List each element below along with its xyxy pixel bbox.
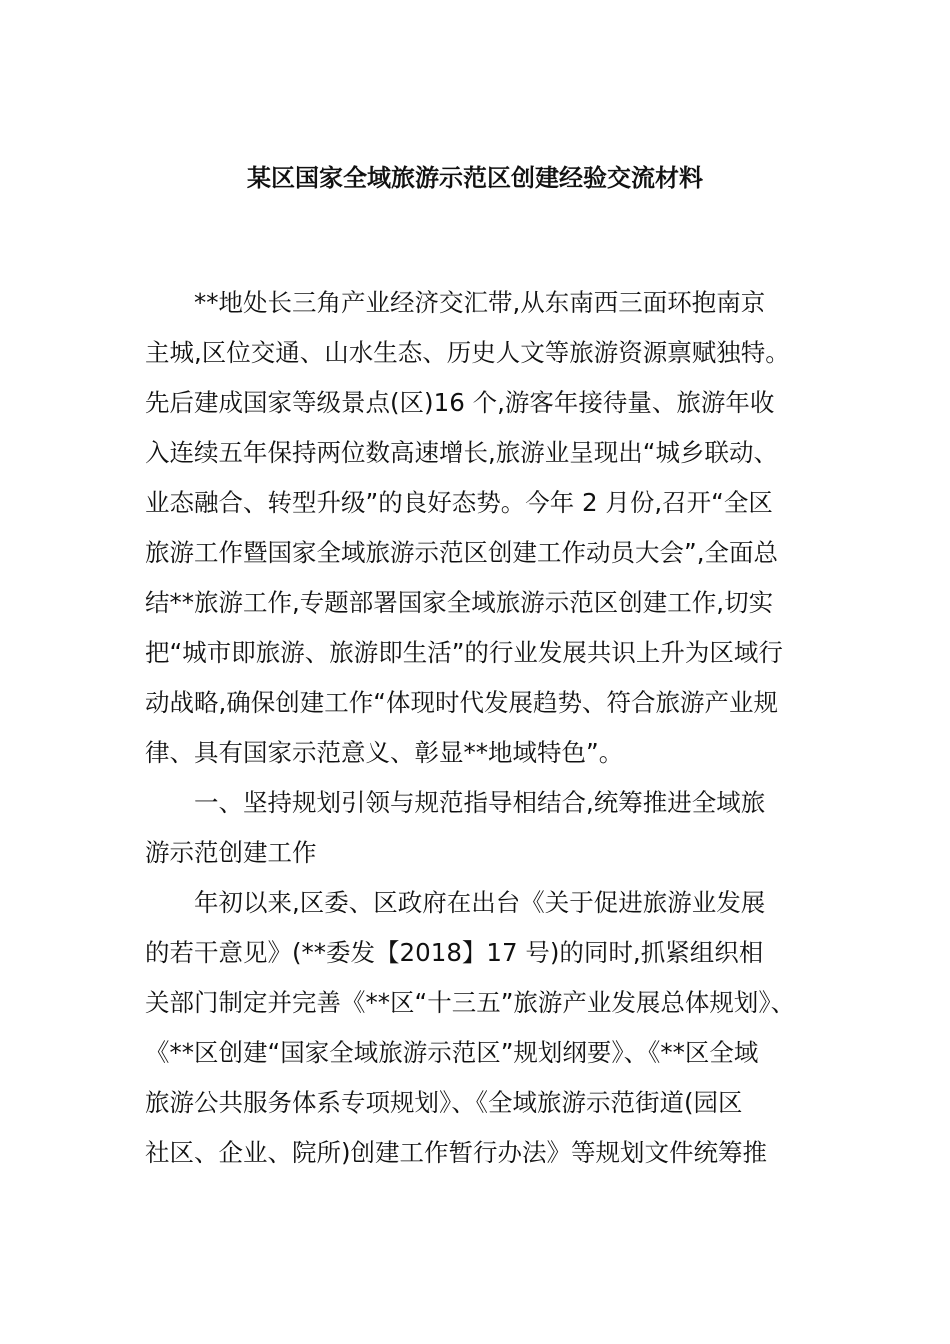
section-heading-line: 一、坚持规划引领与规范指导相结合,统筹推进全域旅: [145, 788, 766, 817]
text-line: 《**区创建“国家全域旅游示范区”规划纲要》、《**区全域: [145, 1038, 759, 1067]
text-line: 旅游工作暨国家全域旅游示范区创建工作动员大会”,全面总: [145, 538, 778, 567]
text-line: 旅游公共服务体系专项规划》、《全域旅游示范街道(园区: [145, 1088, 743, 1117]
text-line: 社区、企业、院所)创建工作暂行办法》等规划文件统筹推: [145, 1138, 768, 1167]
text-line: 动战略,确保创建工作“体现时代发展趋势、符合旅游产业规: [145, 688, 778, 717]
text-line: 律、具有国家示范意义、彰显**地域特色”。: [145, 738, 624, 767]
text-line: 入连续五年保持两位数高速增长,旅游业呈现出“城乡联动、: [145, 438, 778, 467]
text-line: 关部门制定并完善《**区“十三五”旅游产业发展总体规划》、: [145, 988, 796, 1017]
text-line: 主城,区位交通、山水生态、历史人文等旅游资源禀赋独特。: [145, 338, 790, 367]
text-line: 把“城市即旅游、旅游即生活”的行业发展共识上升为区域行: [145, 638, 783, 667]
text-line: **地处长三角产业经济交汇带,从东南西三面环抱南京: [145, 288, 766, 317]
text-line: 的若干意见》(**委发【2018】17 号)的同时,抓紧组织相: [145, 938, 764, 967]
document-title: 某区国家全域旅游示范区创建经验交流材料: [247, 164, 703, 192]
text-line: 先后建成国家等级景点(区)16 个,游客年接待量、旅游年收: [145, 388, 775, 417]
document-body: [145, 278, 809, 1178]
text-line: 业态融合、转型升级”的良好态势。今年 2 月份,召开“全区: [145, 488, 773, 517]
text-line: 结**旅游工作,专题部署国家全域旅游示范区创建工作,切实: [145, 588, 774, 617]
section-heading-line: 游示范创建工作: [145, 838, 317, 867]
text-line: 年初以来,区委、区政府在出台《关于促进旅游业发展: [145, 888, 766, 917]
